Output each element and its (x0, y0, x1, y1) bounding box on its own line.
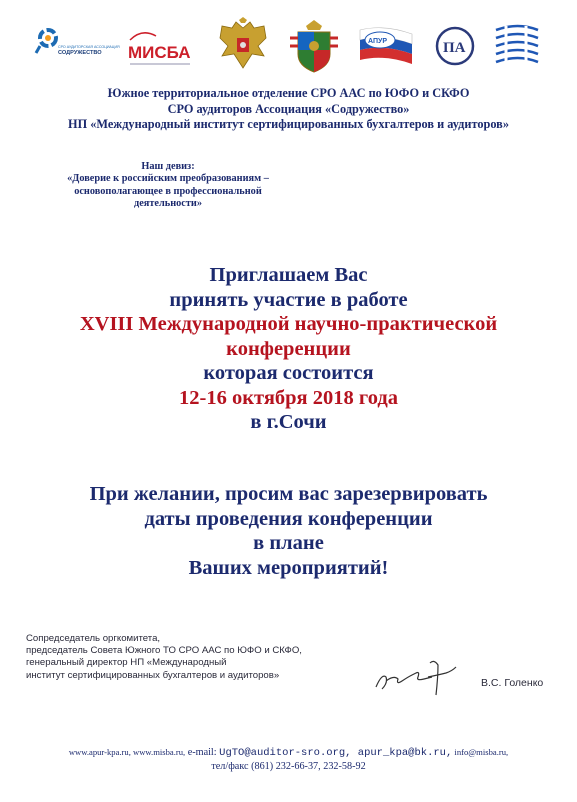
motto-block (38, 161, 298, 210)
esf-emblem-icon (492, 22, 542, 70)
conference-location: в г.Сочи (250, 411, 327, 433)
handwritten-signature (372, 655, 468, 701)
email-link[interactable]: UgTO@auditor-sro.org, apur_kpa@bk.ru, (219, 747, 453, 759)
invitation-line: которая состоится (203, 362, 374, 384)
esf-logo (488, 16, 546, 76)
email-label: e-mail: (185, 747, 220, 758)
motto-line: деятельности» (134, 197, 202, 209)
invitation-line: принять участие в работе (169, 288, 408, 311)
footer-contacts (0, 745, 577, 774)
email-link-misba[interactable]: info@misba.ru, (452, 747, 509, 757)
org-line: НП «Международный институт сертифицированных бухгалтеров и аудиторов» (68, 117, 509, 131)
apur-flag-logo (354, 16, 418, 76)
request-line: При желании, просим вас зарезервировать (89, 483, 488, 505)
svg-text:СОДРУЖЕСТВО: СОДРУЖЕСТВО (58, 50, 102, 56)
signatory-line: институт сертифицированных бухгалтеров и аудиторов» (26, 669, 280, 681)
signatory-block (26, 633, 386, 682)
org-line: Южное территориальное отделение СРО ААС по ЮФО и СКФО (107, 86, 470, 100)
misba-logo (122, 16, 202, 76)
svg-text:АПУР: АПУР (368, 38, 388, 45)
svg-text:СРО АУДИТОРСКАЯ АССОЦИАЦИЯ: СРО АУДИТОРСКАЯ АССОЦИАЦИЯ (58, 45, 120, 49)
conference-dates: 12-16 октября 2018 года (179, 386, 398, 409)
svg-text:МИСБА: МИСБА (128, 43, 191, 62)
conference-title-cont: конференции (226, 337, 351, 360)
request-line: Ваших мероприятий! (188, 556, 389, 579)
russia-coat-of-arms-logo (212, 16, 274, 76)
motto-line: «Доверие к российским преобразованиям – (67, 173, 269, 185)
double-headed-eagle-icon (220, 17, 266, 68)
signatory-name: В.С. Голенко (481, 677, 544, 689)
invitation-block (0, 263, 577, 435)
signatory-line: генеральный директор НП «Международный (26, 657, 227, 669)
organizations-block (0, 86, 577, 133)
footer-line-web (0, 745, 577, 760)
footer-phone: тел/факс (861) 232-66-37, 232-58-92 (211, 761, 366, 772)
signatory-line: председатель Совета Южного ТО СРО ААС по ЮФО и СКФО, (26, 645, 302, 657)
conference-title: XVIII Международной научно-практической (79, 313, 498, 335)
invitation-line: Приглашаем Вас (209, 264, 368, 286)
request-block (0, 482, 577, 580)
signatory-line: Сопредседатель оргкомитета, (26, 633, 161, 644)
request-line: даты проведения конференции (144, 507, 433, 530)
pa-logo (428, 16, 482, 76)
krasnodar-shield-icon (290, 20, 338, 72)
motto-title: Наш девиз: (141, 161, 195, 172)
logos-row (36, 16, 546, 76)
org-line: СРО аудиторов Ассоциация «Содружество» (167, 101, 410, 116)
krasnodar-coat-of-arms-logo (284, 16, 344, 76)
motto-line: основополагающее в профессиональной (74, 185, 262, 197)
sodruzhestvo-logo (36, 16, 120, 76)
request-line: в плане (253, 532, 324, 554)
svg-text:ПА: ПА (443, 40, 466, 56)
sodruzhestvo-emblem-icon (36, 30, 56, 53)
website-link[interactable]: www.apur-kpa.ru, www.misba.ru, (68, 747, 186, 757)
